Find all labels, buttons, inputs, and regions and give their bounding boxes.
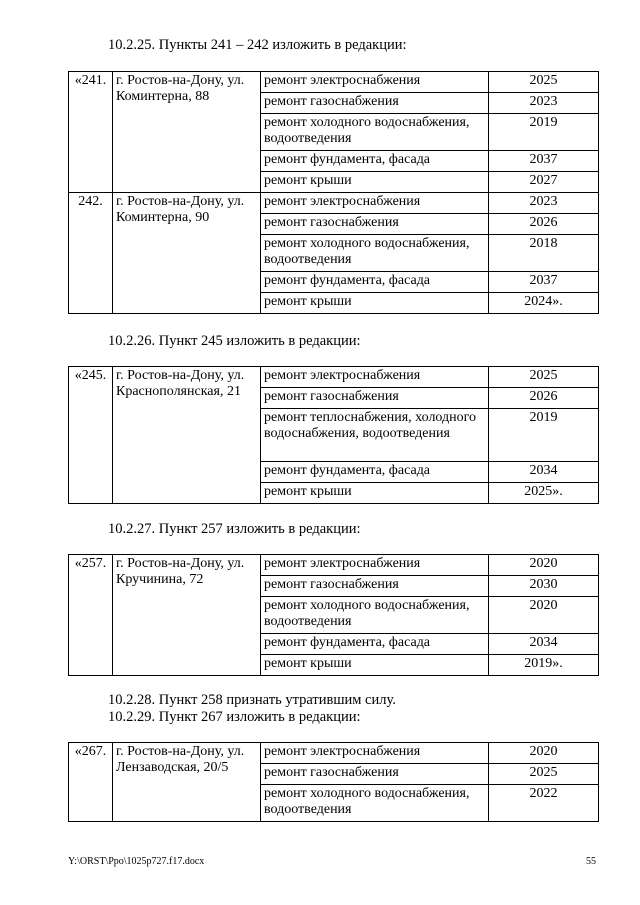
footer-page-number: 55 xyxy=(586,856,596,867)
table-row xyxy=(69,367,599,388)
section-heading: 10.2.29. Пункт 267 изложить в редакции: xyxy=(108,709,361,725)
table-row xyxy=(69,555,599,576)
work-name: ремонт фундамента, фасада xyxy=(261,272,489,293)
work-year: 2037 xyxy=(489,272,599,293)
work-name: ремонт крыши xyxy=(261,293,489,314)
item-number: «257. xyxy=(69,555,113,676)
work-year: 2019 xyxy=(489,409,599,462)
work-name: ремонт газоснабжения xyxy=(261,93,489,114)
work-year: 2024». xyxy=(489,293,599,314)
table-row xyxy=(69,193,599,214)
work-name: ремонт электроснабжения xyxy=(261,555,489,576)
work-year: 2034 xyxy=(489,462,599,483)
footer-file-path: Y:\ORST\Ppo\1025p727.f17.docx xyxy=(68,856,205,867)
repair-table xyxy=(68,554,599,676)
work-name: ремонт фундамента, фасада xyxy=(261,462,489,483)
work-year: 2020 xyxy=(489,597,599,634)
item-number: 242. xyxy=(69,193,113,314)
item-address: г. Ростов-на-Дону, ул. Лензаводская, 20/5 xyxy=(113,743,261,822)
work-year: 2026 xyxy=(489,214,599,235)
work-year: 2027 xyxy=(489,172,599,193)
work-year: 2020 xyxy=(489,743,599,764)
work-year: 2019 xyxy=(489,114,599,151)
work-name: ремонт крыши xyxy=(261,172,489,193)
work-name: ремонт электроснабжения xyxy=(261,743,489,764)
item-address: г. Ростов-на-Дону, ул. Коминтерна, 88 xyxy=(113,72,261,193)
work-name: ремонт электроснабжения xyxy=(261,72,489,93)
item-number: «241. xyxy=(69,72,113,193)
work-name: ремонт крыши xyxy=(261,483,489,504)
repair-table xyxy=(68,71,599,314)
section-heading: 10.2.27. Пункт 257 изложить в редакции: xyxy=(108,521,361,537)
work-year: 2022 xyxy=(489,785,599,822)
item-address: г. Ростов-на-Дону, ул. Краснополянская, 21 xyxy=(113,367,261,504)
work-year: 2030 xyxy=(489,576,599,597)
work-year: 2026 xyxy=(489,388,599,409)
work-year: 2019». xyxy=(489,655,599,676)
section-heading: 10.2.26. Пункт 245 изложить в редакции: xyxy=(108,333,361,349)
work-year: 2018 xyxy=(489,235,599,272)
table-row xyxy=(69,72,599,93)
work-year: 2025». xyxy=(489,483,599,504)
section-heading: 10.2.28. Пункт 258 признать утратившим силу. xyxy=(108,692,396,708)
item-number: «267. xyxy=(69,743,113,822)
work-year: 2025 xyxy=(489,72,599,93)
work-name: ремонт электроснабжения xyxy=(261,193,489,214)
work-year: 2023 xyxy=(489,93,599,114)
work-name: ремонт холодного водоснабжения, водоотведения xyxy=(261,235,489,272)
work-name: ремонт холодного водоснабжения, водоотведения xyxy=(261,114,489,151)
work-year: 2034 xyxy=(489,634,599,655)
work-name: ремонт холодного водоснабжения, водоотведения xyxy=(261,597,489,634)
work-year: 2025 xyxy=(489,367,599,388)
work-name: ремонт газоснабжения xyxy=(261,214,489,235)
item-address: г. Ростов-на-Дону, ул. Кручинина, 72 xyxy=(113,555,261,676)
repair-table xyxy=(68,742,599,822)
work-name: ремонт фундамента, фасада xyxy=(261,634,489,655)
work-name: ремонт газоснабжения xyxy=(261,764,489,785)
work-year: 2037 xyxy=(489,151,599,172)
work-name: ремонт газоснабжения xyxy=(261,388,489,409)
work-name: ремонт газоснабжения xyxy=(261,576,489,597)
work-name: ремонт холодного водоснабжения, водоотведения xyxy=(261,785,489,822)
table-row xyxy=(69,743,599,764)
item-number: «245. xyxy=(69,367,113,504)
work-name: ремонт крыши xyxy=(261,655,489,676)
work-name: ремонт фундамента, фасада xyxy=(261,151,489,172)
work-year: 2025 xyxy=(489,764,599,785)
item-address: г. Ростов-на-Дону, ул. Коминтерна, 90 xyxy=(113,193,261,314)
repair-table xyxy=(68,366,599,504)
work-year: 2020 xyxy=(489,555,599,576)
section-heading: 10.2.25. Пункты 241 – 242 изложить в редакции: xyxy=(108,37,407,53)
work-year: 2023 xyxy=(489,193,599,214)
work-name: ремонт теплоснабжения, холодного водоснабжения, водоотведения xyxy=(261,409,489,462)
work-name: ремонт электроснабжения xyxy=(261,367,489,388)
